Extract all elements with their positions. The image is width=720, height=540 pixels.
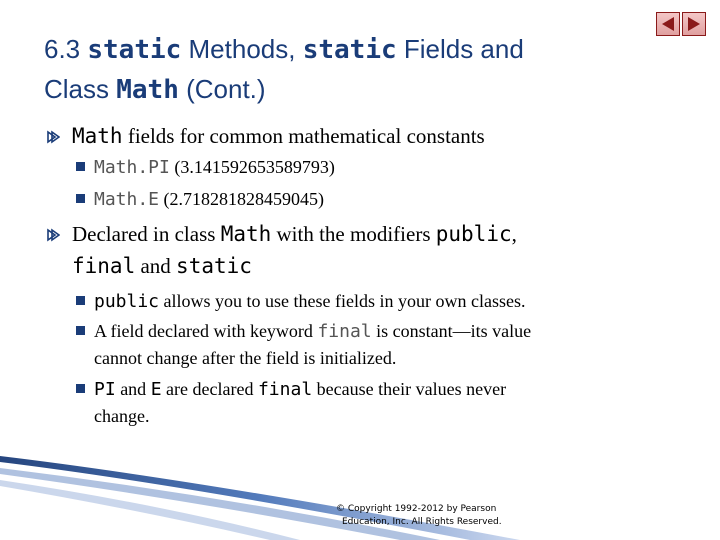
text-public-desc: allows you to use these fields in your own classes. [159, 291, 526, 311]
bullet-line-1 [72, 218, 692, 250]
square-bullet-icon [76, 296, 85, 305]
copyright-line-2: Education, Inc. All Rights Reserved. [342, 517, 502, 527]
bullet-text [72, 120, 692, 152]
previous-slide-button[interactable] [656, 12, 680, 36]
left-triangle-icon [660, 16, 676, 32]
sub-line-1 [94, 376, 694, 403]
copyright-notice [336, 503, 536, 529]
sub-bullet-text [94, 154, 654, 181]
square-bullet-icon [76, 326, 85, 335]
bullet-arrow-icon [46, 228, 60, 242]
title-text-fields: Fields and [396, 34, 524, 64]
next-slide-button[interactable] [682, 12, 706, 36]
text-comma: , [511, 222, 517, 246]
sub-line-2 [94, 345, 694, 371]
bullet-text [72, 218, 692, 282]
title-line-1 [44, 30, 684, 70]
square-bullet-icon [76, 384, 85, 393]
e-value: (2.718281828459045) [159, 189, 325, 209]
code-e: E [150, 379, 162, 400]
bullet-text-fields: fields for common mathematical constants [122, 124, 485, 148]
sub-line-1 [94, 318, 694, 345]
text-and: and [135, 254, 177, 278]
code-public: public [94, 291, 160, 312]
text-constant: is constant—its value [371, 321, 532, 341]
pi-value: (3.141592653589793) [169, 157, 335, 177]
sub-bullet-text [94, 376, 694, 429]
square-bullet-icon [76, 162, 85, 171]
code-static: static [176, 254, 252, 278]
text-modifiers: with the modifiers [271, 222, 436, 246]
code-final: final [72, 254, 136, 278]
code-final: final [317, 321, 372, 342]
copyright-line-1: © Copyright 1992-2012 by Pearson [336, 504, 497, 514]
code-math-e: Math.E [94, 189, 160, 210]
text-cannot-change: cannot change after the field is initialized. [94, 348, 397, 368]
code-math: Math [220, 222, 272, 246]
sub-bullet-text [94, 318, 694, 371]
title-text-cont: (Cont.) [178, 74, 266, 104]
text-declared: Declared in class [72, 222, 221, 246]
sub-bullet-text [94, 186, 654, 213]
text-and: and [115, 379, 151, 399]
title-code-math: Math [116, 75, 179, 105]
text-field-declared: A field declared with keyword [94, 321, 318, 341]
slide-title [44, 30, 684, 110]
bullet-line-2 [72, 250, 692, 282]
sub-bullet-text [94, 288, 694, 315]
text-declared: are declared [161, 379, 258, 399]
right-triangle-icon [686, 16, 702, 32]
sub-line-2 [94, 403, 694, 429]
bullet-arrow-icon [46, 130, 60, 144]
text-change: change. [94, 406, 150, 426]
code-math: Math [72, 124, 123, 148]
code-math-pi: Math.PI [94, 157, 170, 178]
title-text-methods: Methods, [181, 34, 303, 64]
code-final: final [257, 379, 313, 400]
text-because: because their values never [312, 379, 507, 399]
title-text-class: Class [44, 74, 117, 104]
code-public: public [435, 222, 512, 246]
title-number: 6.3 [44, 34, 88, 64]
title-code-static-2: static [302, 35, 397, 65]
title-code-static-1: static [87, 35, 182, 65]
title-line-2 [44, 70, 684, 110]
code-pi: PI [94, 379, 116, 400]
square-bullet-icon [76, 194, 85, 203]
